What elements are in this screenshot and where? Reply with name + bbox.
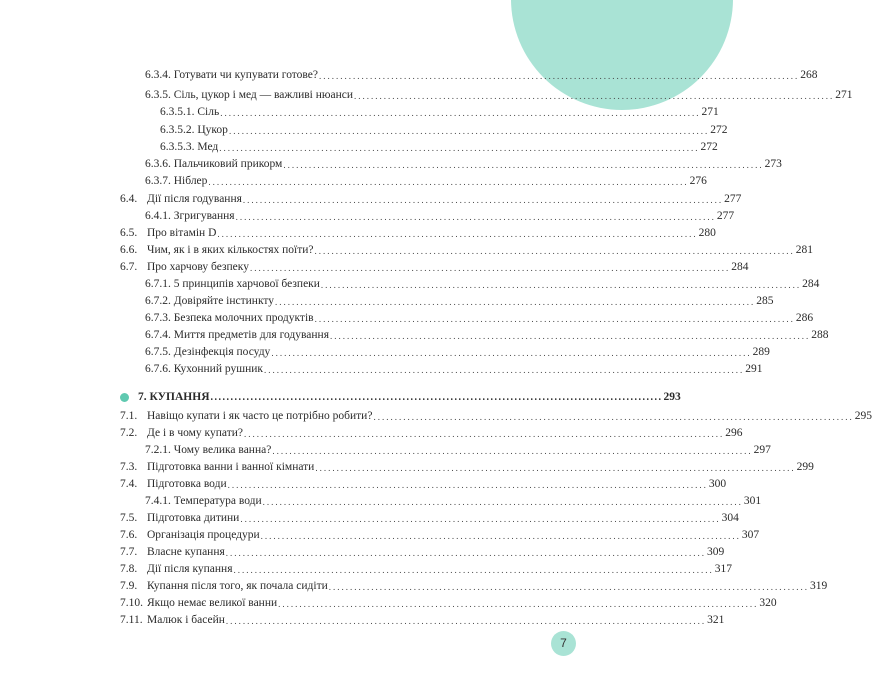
toc-entry-page: 286 [795,312,814,324]
leader-dots: ................................................................................................................. [210,392,663,403]
toc-entry-number: 7.9. [120,580,138,592]
leader-dots: ................................................................................................................. [272,446,753,456]
toc-entry[interactable] [120,527,760,543]
toc-chapter-title: 7. КУПАННЯ [138,391,210,403]
toc-entry[interactable] [120,476,727,492]
toc-entry-number: 7.2. [120,427,138,439]
toc-entry-title: Кухонний рушник [173,363,263,375]
leader-dots: ................................................................................................................. [225,548,707,558]
toc-entry-number: 6.3.5. [145,89,171,101]
toc-entry[interactable] [120,578,828,594]
toc-entry-title: Підготовка дитини [147,512,240,524]
toc-entry-number: 7.5. [120,512,138,524]
toc-entry-title: Безпека молочних продуктів [173,312,314,324]
toc-entry-title: Навіщо купати і як часто це потрібно робити? [147,410,373,422]
toc-entry-title: Дезінфекція посуду [173,346,271,358]
toc-entry[interactable] [120,595,777,611]
leader-dots: ................................................................................................................. [242,195,724,205]
toc-entry-number: 6.3.6. [145,158,171,170]
toc-entry-number: 6.4. [120,193,138,205]
toc-entry[interactable] [145,442,771,458]
toc-entry-page: 271 [701,106,719,118]
toc-entry-title: Мед [197,141,219,153]
toc-entry[interactable] [145,156,782,172]
toc-entry-page: 281 [795,244,814,256]
toc-entry-page: 272 [710,124,728,136]
toc-entry-number: 6.5. [120,227,138,239]
toc-entry-title: Підготовка води [147,478,227,490]
page-number: 7 [551,631,576,656]
toc-entry-number: 6.6. [120,244,138,256]
toc-entry-page: 301 [743,495,762,507]
toc-entry-page: 291 [745,363,763,375]
toc-entry-number: 7.3. [120,461,138,473]
toc-entry-page: 307 [741,529,760,541]
leader-dots: ................................................................................................................. [220,108,701,118]
leader-dots: ................................................................................................................. [262,497,743,507]
toc-entry-title: Сіль, цукор і мед — важливі нюанси [173,89,354,101]
toc-entry-number: 6.3.5.2. [160,124,195,136]
leader-dots: ................................................................................................................. [227,480,708,490]
toc-entry-page: 300 [708,478,727,490]
toc-entry[interactable] [145,208,735,224]
toc-entry-title: Пальчиковий прикорм [173,158,283,170]
leader-dots: ................................................................................................................. [249,263,731,273]
leader-dots: ................................................................................................................. [219,143,700,153]
toc-entry[interactable] [145,361,763,377]
leader-dots: ................................................................................................................. [235,212,716,222]
leader-dots: ................................................................................................................. [208,177,689,187]
toc-entry[interactable] [145,276,820,292]
toc-entry-page: 288 [811,329,829,341]
toc-entry-title: Підготовка ванни і ванної кімнати [147,461,315,473]
toc-entry-number: 7.6. [120,529,138,541]
leader-dots: ................................................................................................................. [271,348,752,358]
toc-entry-page: 289 [752,346,770,358]
toc-entry[interactable] [145,493,762,509]
toc-entry-number: 7.10. [120,597,143,609]
toc-entry-page: 284 [731,261,749,273]
toc-entry-page: 268 [800,69,818,81]
leader-dots: ................................................................................................................. [314,314,795,324]
toc-entry-number: 6.7.1. [145,278,171,290]
toc-entry-title: Ніблер [173,175,208,187]
toc-entry-number: 7.7. [120,546,138,558]
toc-entry-page: 304 [721,512,739,524]
leader-dots: ................................................................................................................. [217,229,698,239]
toc-entry-title: Чому велика ванна? [173,444,272,456]
toc-entry[interactable] [145,327,829,343]
leader-dots: ................................................................................................................. [240,514,721,524]
toc-entry-page: 293 [663,391,681,403]
toc-entry-title: Чим, як і в яких кількостях поїти? [147,244,314,256]
toc-entry[interactable] [145,67,818,83]
toc-entry[interactable] [145,310,814,326]
toc-entry-page: 309 [707,546,725,558]
toc-entry[interactable] [120,510,739,526]
toc-entry-title: Про харчову безпеку [147,261,249,273]
toc-entry-number: 7.8. [120,563,138,575]
toc-entry-number: 6.7.3. [145,312,171,324]
toc-entry-page: 299 [796,461,814,473]
toc-entry-page: 317 [714,563,732,575]
toc-entry-page: 280 [698,227,716,239]
leader-dots: ................................................................................................................. [373,412,854,422]
toc-entry[interactable] [120,612,725,628]
toc-entry-title: Власне купання [147,546,225,558]
toc-entry-number: 6.7.5. [145,346,171,358]
toc-entry-number: 6.3.5.1. [160,106,195,118]
toc-chapter-entry[interactable] [138,389,681,405]
toc-entry[interactable] [145,344,770,360]
toc-entry-page: 284 [802,278,820,290]
toc-entry[interactable] [145,173,707,189]
toc-entry-page: 319 [810,580,828,592]
leader-dots: ................................................................................................................. [278,599,759,609]
leader-dots: ................................................................................................................. [225,616,707,626]
toc-entry-number: 7.1. [120,410,138,422]
toc-entry-title: Про вітамін D [147,227,217,239]
toc-entry-number: 6.3.7. [145,175,171,187]
toc-entry-number: 7.11. [120,614,143,626]
toc-entry-title: Дії після купання [147,563,233,575]
leader-dots: ................................................................................................................. [328,582,809,592]
chapter-bullet [120,393,129,402]
toc-entry[interactable] [160,139,718,155]
toc-entry[interactable] [120,544,725,560]
toc-entry[interactable] [160,122,728,138]
leader-dots: ................................................................................................................. [233,565,714,575]
toc-entry[interactable] [120,561,732,577]
toc-entry-title: Миття предметів для годування [173,329,329,341]
toc-entry-page: 276 [689,175,707,187]
leader-dots: ................................................................................................................. [320,280,802,290]
toc-entry-page: 272 [700,141,718,153]
toc-entry-title: 5 принципів харчової безпеки [173,278,320,290]
toc-entry[interactable] [145,293,774,309]
leader-dots: ................................................................................................................. [243,429,725,439]
leader-dots: ................................................................................................................. [263,365,745,375]
toc-entry-title: Сіль [197,106,220,118]
toc-entry[interactable] [120,242,814,258]
toc-entry-number: 6.7.6. [145,363,171,375]
leader-dots: ................................................................................................................. [319,71,800,81]
toc-entry[interactable] [120,425,743,441]
toc-entry[interactable] [160,104,719,120]
leader-dots: ................................................................................................................. [228,126,710,136]
toc-entry[interactable] [120,408,872,424]
toc-entry-number: 7.2.1. [145,444,171,456]
toc-entry-page: 297 [753,444,771,456]
toc-entry-number: 6.7.2. [145,295,171,307]
toc-entry-page: 295 [854,410,872,422]
toc-entry-title: Згригування [173,210,235,222]
toc-entry-title: Організація процедури [147,529,260,541]
toc-entry-page: 296 [725,427,743,439]
toc-entry-title: Цукор [197,124,228,136]
toc-entry-number: 6.7.4. [145,329,171,341]
toc-entry-title: Дії після годування [147,193,242,205]
toc-entry-page: 271 [835,89,853,101]
toc-entry-title: Довіряйте інстинкту [173,295,275,307]
toc-entry-title: Купання після того, як почала сидіти [147,580,328,592]
toc-entry-page: 321 [707,614,725,626]
toc-entry[interactable] [120,259,749,275]
leader-dots: ................................................................................................................. [354,91,835,101]
toc-entry[interactable] [120,225,716,241]
toc-entry-title: Де і в чому купати? [147,427,243,439]
leader-dots: ................................................................................................................. [330,331,811,341]
leader-dots: ................................................................................................................. [283,160,764,170]
toc-entry-number: 6.7. [120,261,138,273]
toc-entry[interactable] [120,459,814,475]
toc-entry-title: Температура води [173,495,262,507]
toc-entry-number: 6.4.1. [145,210,171,222]
toc-entry-page: 277 [724,193,742,205]
toc-entry-title: Малюк і басейн [147,614,225,626]
toc-entry-title: Готувати чи купувати готове? [173,69,319,81]
leader-dots: ................................................................................................................. [314,246,795,256]
toc-entry-number: 7.4.1. [145,495,171,507]
toc-entry-page: 277 [716,210,735,222]
toc-entry-number: 7.4. [120,478,138,490]
toc-entry-page: 285 [756,295,774,307]
leader-dots: ................................................................................................................. [275,297,756,307]
leader-dots: ................................................................................................................. [260,531,741,541]
toc-entry-title: Якщо немає великої ванни [147,597,278,609]
toc-entry[interactable] [120,191,742,207]
leader-dots: ................................................................................................................. [315,463,796,473]
toc-entry-number: 6.3.4. [145,69,171,81]
toc-entry-page: 320 [759,597,777,609]
toc-entry-page: 273 [764,158,782,170]
toc-entry-number: 6.3.5.3. [160,141,195,153]
toc-entry[interactable] [145,87,853,103]
